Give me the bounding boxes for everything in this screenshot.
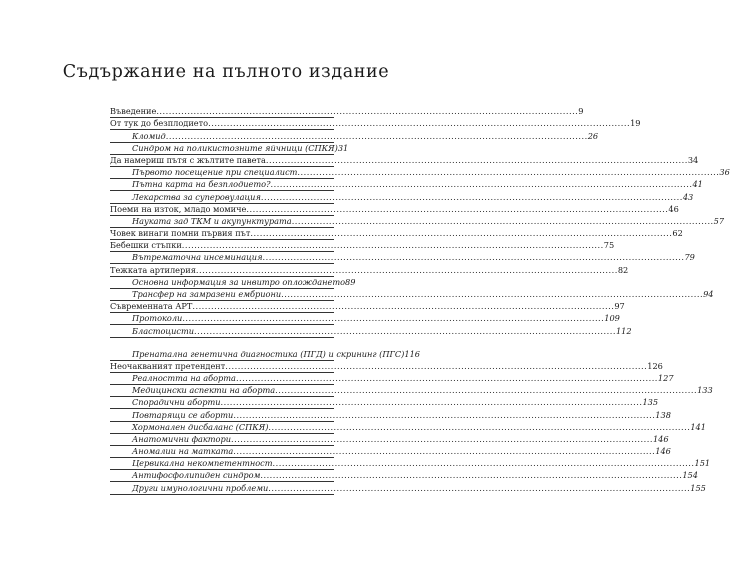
toc-entry-label: Протоколи	[132, 313, 183, 324]
toc-subentry	[110, 338, 420, 361]
toc-entry-label: Аномалии на матката	[132, 446, 234, 457]
dot-leader	[231, 434, 653, 445]
toc-entry	[110, 106, 584, 118]
dot-leader	[233, 410, 655, 421]
toc-page-number: 135	[642, 397, 659, 408]
toc-subentry	[110, 313, 620, 325]
toc-entry	[110, 264, 629, 276]
dot-leader	[261, 192, 683, 203]
toc-subentry	[110, 397, 659, 409]
toc-entry	[110, 203, 679, 216]
dot-leader	[182, 313, 604, 324]
toc-page-number: 89	[345, 276, 356, 287]
toc-entry-label: Медицински аспекти на аборта	[132, 385, 276, 396]
toc-entry	[110, 118, 641, 130]
toc-entry-label: Реалността на аборта	[132, 372, 236, 383]
dot-leader	[196, 265, 618, 276]
toc-subentry	[110, 276, 356, 289]
dot-leader	[182, 240, 604, 251]
dot-leader	[271, 179, 693, 190]
toc-subentry	[110, 215, 725, 228]
toc-subentry	[110, 191, 694, 203]
dot-leader	[266, 155, 688, 166]
toc-entry-label: Спорадични аборти	[132, 397, 221, 408]
toc-subentry	[110, 482, 706, 494]
toc-entry-label: Пътна карта на безплодието?	[132, 179, 271, 190]
dot-leader	[246, 204, 668, 215]
toc-entry-label: Пренатална генетична диагностика (ПГД) и скрининг (ПГС)	[132, 348, 405, 359]
toc-page-number: 36	[719, 167, 730, 178]
dot-leader	[292, 216, 714, 227]
toc-entry	[110, 240, 615, 252]
toc-page-number: 34	[687, 154, 699, 165]
toc-entry	[110, 360, 663, 373]
toc-page-number: 155	[690, 482, 706, 493]
toc-page-number: 127	[657, 372, 674, 383]
toc-entry-label: Да намериш пътя с жълтите павета	[110, 154, 266, 165]
toc-subentry	[110, 252, 695, 264]
dot-leader	[192, 301, 614, 312]
dot-leader	[236, 373, 658, 384]
toc-entry-label: Трансфер на замразени ембриони	[132, 289, 282, 299]
dot-leader	[273, 458, 695, 469]
toc-subentry	[110, 179, 703, 191]
dot-leader	[233, 446, 655, 457]
toc-subentry	[110, 385, 713, 397]
dot-leader	[225, 361, 647, 372]
toc-page-number: 94	[703, 289, 714, 299]
toc-subentry	[110, 289, 714, 301]
dot-leader	[268, 422, 690, 433]
toc-page-number: 146	[655, 446, 671, 457]
toc-entry-label: Антифосфолипиден синдром	[132, 470, 261, 481]
dot-leader	[263, 252, 685, 263]
toc-page-number: 79	[684, 252, 695, 263]
toc-entry	[110, 154, 699, 167]
toc-entry-label: Повтарящи се аборти	[132, 409, 234, 420]
toc-entry-label: Бебешки стъпки	[110, 240, 182, 251]
dot-leader	[194, 326, 616, 337]
toc-page-number: 26	[587, 130, 599, 141]
toc-entry-label: Въведение	[110, 106, 157, 117]
toc-page-number: 9	[578, 106, 584, 117]
toc-page-number: 57	[713, 215, 725, 226]
toc-entry-label: Човек винаги помни първия път	[110, 228, 251, 239]
toc-page-number: 41	[692, 179, 703, 190]
toc-entry-label: Кломид	[132, 130, 166, 141]
toc-page-number: 151	[694, 458, 711, 469]
toc-page-number: 31	[337, 142, 349, 153]
dot-leader	[268, 483, 690, 494]
toc-subentry	[110, 446, 671, 458]
toc-subentry	[110, 421, 706, 434]
toc-subentry	[110, 130, 599, 142]
toc-subentry	[110, 372, 674, 385]
toc-entry-label: Поеми на изток, младо момиче	[110, 203, 247, 214]
toc-page-number: 19	[630, 118, 641, 129]
toc-entry-label: Първото посещение при специалист	[132, 167, 298, 178]
toc-subentry	[110, 142, 349, 155]
toc-entry	[110, 228, 683, 240]
toc-entry-label: От тук до безплодието	[110, 118, 209, 129]
dot-leader	[156, 106, 578, 117]
toc-entry-label: Тежката артилерия	[110, 264, 196, 275]
dot-leader	[221, 397, 643, 408]
toc-entry-label: Хормонален дисбаланс (СПКЯ)	[132, 421, 269, 432]
toc-page-number: 75	[603, 240, 615, 251]
toc-subentry	[110, 409, 671, 421]
toc-entry-label: Анатомични фактори	[132, 433, 231, 444]
toc-page-number: 82	[617, 264, 629, 275]
dot-leader	[281, 289, 703, 300]
toc-entry-label: Вътрематочна инсеминация	[132, 252, 263, 263]
toc-subentry	[110, 458, 711, 470]
toc-page-number: 97	[614, 301, 625, 312]
dot-leader	[250, 228, 672, 239]
dot-leader	[208, 118, 630, 129]
table-of-contents	[110, 106, 730, 495]
toc-entry-label: Цервикална некомпетентност	[132, 458, 273, 469]
toc-page-number: 112	[615, 325, 632, 336]
toc-entry-label: Основна информация за инвитро оплождането	[132, 276, 346, 287]
toc-entry	[110, 301, 625, 313]
toc-page-number: 133	[697, 385, 713, 396]
toc-entry-label: Съвременната АРТ	[110, 301, 193, 312]
toc-page-number: 43	[682, 191, 694, 202]
toc-entry-label: Бластоцисти	[132, 325, 194, 336]
toc-page-number: 138	[655, 409, 671, 420]
toc-subentry	[110, 433, 669, 446]
dot-leader	[166, 131, 588, 142]
toc-page-number: 146	[652, 433, 669, 444]
toc-subentry	[110, 470, 698, 482]
toc-entry-label: Други имунологични проблеми	[132, 482, 269, 493]
toc-entry-label: Синдром на поликистозните яйчници (СПКЯ)	[132, 142, 338, 153]
page-title: Съдържание на пълното издание	[62, 62, 390, 82]
toc-page-number: 154	[682, 470, 698, 481]
dot-leader	[260, 470, 682, 481]
toc-page-number: 141	[690, 421, 706, 432]
toc-page-number: 116	[404, 348, 420, 359]
toc-subentry	[110, 167, 730, 179]
toc-entry-label: Неочакваният претендент	[110, 360, 226, 371]
toc-entry-label: Науката зад ТКМ и акупунктурата	[132, 215, 292, 226]
toc-page-number: 62	[672, 228, 683, 239]
dot-leader	[275, 385, 697, 396]
dot-leader	[297, 167, 719, 178]
toc-entry-label: Лекарства за суперовулация	[132, 191, 261, 202]
toc-subentry	[110, 325, 632, 337]
toc-page-number: 46	[668, 203, 679, 214]
toc-page-number: 126	[647, 360, 663, 371]
toc-page-number: 109	[604, 313, 620, 324]
